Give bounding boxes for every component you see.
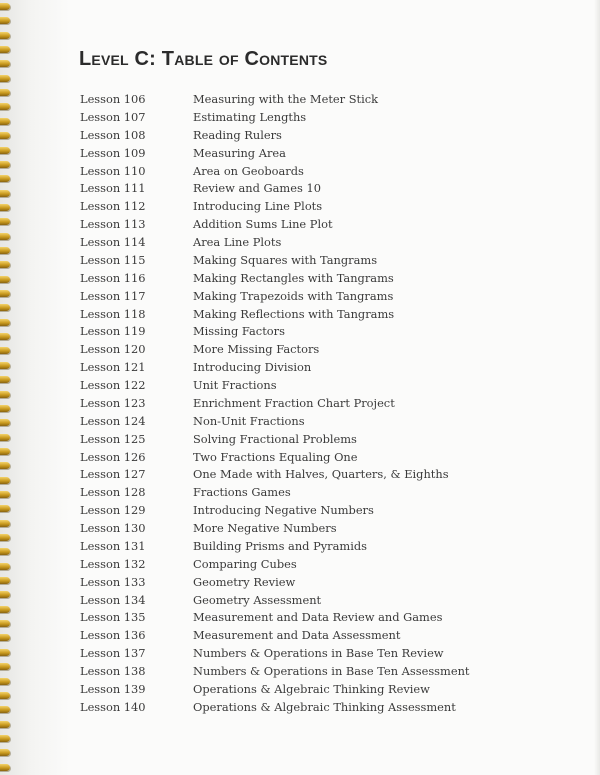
spiral-coil (0, 692, 10, 699)
lesson-number: Lesson 140 (80, 699, 146, 714)
lesson-title: Making Reflections with Tangrams (193, 306, 395, 321)
lesson-title: Measurement and Data Assessment (193, 628, 401, 643)
spiral-coil (0, 391, 10, 398)
list-item (80, 270, 500, 288)
lesson-title: Enrichment Fraction Chart Project (193, 395, 395, 410)
lesson-title: Numbers & Operations in Base Ten Review (193, 646, 444, 661)
spiral-coil (0, 462, 10, 469)
list-item (80, 341, 500, 359)
lesson-number: Lesson 130 (80, 521, 146, 535)
list-item (80, 556, 500, 574)
lesson-title: Area on Geoboards (193, 163, 304, 178)
lesson-title: Measuring with the Meter Stick (193, 92, 379, 106)
list-item (80, 574, 500, 592)
list-item (80, 359, 500, 377)
lesson-title: Geometry Review (193, 574, 296, 589)
lesson-title: Non-Unit Fractions (193, 413, 305, 428)
spiral-coil (0, 376, 10, 383)
spiral-coil (0, 563, 10, 570)
lesson-number: Lesson 111 (80, 181, 146, 196)
lesson-number: Lesson 108 (80, 127, 146, 142)
lesson-number: Lesson 120 (80, 342, 146, 357)
lesson-number: Lesson 128 (80, 485, 146, 500)
spiral-coil (0, 534, 10, 541)
spiral-coil (0, 276, 10, 283)
list-item (80, 145, 500, 163)
list-item (80, 484, 500, 502)
lesson-number: Lesson 114 (80, 235, 146, 249)
lesson-title: More Negative Numbers (193, 521, 337, 535)
spiral-coil (0, 247, 10, 254)
spiral-coil (0, 649, 10, 656)
lesson-number: Lesson 129 (80, 503, 146, 518)
spiral-coil (0, 721, 10, 728)
list-item (80, 91, 500, 109)
lesson-title: Review and Games 10 (193, 181, 321, 196)
list-item (80, 681, 500, 699)
list-item (80, 288, 500, 306)
lesson-title: Numbers & Operations in Base Ten Assessment (193, 664, 470, 678)
list-item (80, 413, 500, 431)
spiral-coil (0, 319, 10, 326)
lesson-number: Lesson 109 (80, 145, 146, 160)
list-item (80, 306, 500, 324)
spiral-coil (0, 175, 10, 182)
spiral-coil (0, 204, 10, 211)
spiral-coil (0, 333, 10, 340)
spiral-coil (0, 89, 10, 96)
lesson-title: More Missing Factors (193, 342, 320, 357)
lesson-number: Lesson 124 (80, 413, 146, 428)
list-item (80, 663, 500, 681)
list-item (80, 198, 500, 216)
lesson-number: Lesson 126 (80, 449, 146, 464)
spiral-coil (0, 218, 10, 225)
list-item (80, 699, 500, 717)
spiral-coil (0, 75, 10, 82)
lesson-title: Introducing Line Plots (193, 199, 323, 214)
list-item (80, 502, 500, 520)
lesson-number: Lesson 121 (80, 360, 146, 375)
list-item (80, 180, 500, 198)
lesson-number: Lesson 116 (80, 270, 146, 285)
lesson-title: Reading Rulers (193, 127, 282, 142)
spiral-coil (0, 304, 10, 311)
spiral-coil (0, 491, 10, 498)
lesson-number: Lesson 122 (80, 378, 146, 392)
spiral-coil (0, 548, 10, 555)
lesson-number: Lesson 112 (80, 199, 146, 214)
lesson-number: Lesson 127 (80, 467, 146, 482)
spiral-coil (0, 60, 10, 67)
lesson-number: Lesson 113 (80, 217, 146, 232)
lesson-title: Operations & Algebraic Thinking Assessment (193, 699, 456, 714)
lesson-number: Lesson 139 (80, 681, 146, 696)
lesson-title: Two Fractions Equaling One (193, 449, 358, 464)
lesson-title: Operations & Algebraic Thinking Review (193, 681, 430, 696)
spiral-coil (0, 103, 10, 110)
list-item (80, 377, 500, 395)
lesson-title: Estimating Lengths (193, 109, 307, 124)
spiral-coil (0, 32, 10, 39)
lesson-title: Comparing Cubes (193, 556, 297, 571)
spiral-coil (0, 290, 10, 297)
list-item (80, 252, 500, 270)
lesson-title: Introducing Negative Numbers (193, 503, 374, 518)
spiral-coil (0, 261, 10, 268)
list-item (80, 538, 500, 556)
spiral-coil (0, 663, 10, 670)
spiral-coil (0, 706, 10, 713)
lesson-number: Lesson 131 (80, 538, 146, 553)
spiral-coil (0, 46, 10, 53)
lesson-number: Lesson 106 (80, 92, 146, 106)
list-item (80, 234, 500, 252)
spiral-coil (0, 419, 10, 426)
list-item (80, 627, 500, 645)
spiral-coil (0, 735, 10, 742)
lesson-number: Lesson 138 (80, 664, 146, 678)
lesson-title: Building Prisms and Pyramids (193, 538, 367, 553)
spiral-coil (0, 620, 10, 627)
lesson-number: Lesson 115 (80, 252, 146, 267)
lesson-title: Addition Sums Line Plot (193, 217, 333, 232)
spiral-coil (0, 347, 10, 354)
spiral-coil (0, 3, 10, 10)
page-title: Level C: Table of Contents (79, 48, 328, 70)
lesson-title: Making Trapezoids with Tangrams (193, 288, 394, 303)
lesson-number: Lesson 123 (80, 395, 146, 410)
spiral-coil (0, 591, 10, 598)
page-edge-shadow (594, 0, 600, 775)
list-item (80, 127, 500, 145)
lesson-title: Missing Factors (193, 324, 285, 339)
spiral-coil (0, 477, 10, 484)
spiral-coil (0, 577, 10, 584)
list-item (80, 395, 500, 413)
lesson-number: Lesson 107 (80, 109, 146, 124)
spiral-coil (0, 405, 10, 412)
spiral-coil (0, 434, 10, 441)
list-item (80, 109, 500, 127)
lesson-number: Lesson 125 (80, 431, 146, 446)
lesson-title: Solving Fractional Problems (193, 431, 357, 446)
spiral-coil (0, 190, 10, 197)
lesson-number: Lesson 137 (80, 646, 146, 661)
spiral-coil (0, 505, 10, 512)
spiral-coil (0, 749, 10, 756)
spiral-coil (0, 634, 10, 641)
spiral-binding (0, 0, 14, 775)
lesson-number: Lesson 117 (80, 288, 146, 303)
spiral-coil (0, 520, 10, 527)
lesson-number: Lesson 135 (80, 610, 146, 625)
lesson-title: One Made with Halves, Quarters, & Eighths (193, 467, 449, 482)
spiral-coil (0, 17, 10, 24)
lesson-title: Fractions Games (193, 485, 291, 500)
lesson-title: Making Rectangles with Tangrams (193, 270, 394, 285)
list-item (80, 449, 500, 467)
spiral-coil (0, 233, 10, 240)
lesson-number: Lesson 118 (80, 306, 146, 321)
spiral-coil (0, 448, 10, 455)
spiral-coil (0, 606, 10, 613)
lesson-number: Lesson 136 (80, 628, 146, 643)
table-of-contents-list (80, 91, 500, 717)
lesson-title: Geometry Assessment (193, 592, 322, 607)
list-item (80, 163, 500, 181)
spiral-coil (0, 678, 10, 685)
list-item (80, 466, 500, 484)
list-item (80, 592, 500, 610)
spiral-coil (0, 362, 10, 369)
lesson-number: Lesson 133 (80, 574, 146, 589)
spiral-coil (0, 118, 10, 125)
lesson-number: Lesson 134 (80, 592, 146, 607)
spiral-coil (0, 161, 10, 168)
lesson-title: Measurement and Data Review and Games (193, 610, 443, 625)
list-item (80, 520, 500, 538)
list-item (80, 645, 500, 663)
lesson-title: Introducing Division (193, 360, 312, 375)
spiral-coil (0, 764, 10, 771)
list-item (80, 431, 500, 449)
spiral-coil (0, 147, 10, 154)
lesson-number: Lesson 119 (80, 324, 146, 339)
lesson-title: Area Line Plots (193, 235, 282, 249)
list-item (80, 323, 500, 341)
lesson-number: Lesson 132 (80, 556, 146, 571)
lesson-title: Measuring Area (193, 145, 286, 160)
list-item (80, 216, 500, 234)
lesson-number: Lesson 110 (80, 163, 146, 178)
list-item (80, 609, 500, 627)
lesson-title: Unit Fractions (193, 378, 277, 392)
lesson-title: Making Squares with Tangrams (193, 252, 378, 267)
spiral-coil (0, 132, 10, 139)
